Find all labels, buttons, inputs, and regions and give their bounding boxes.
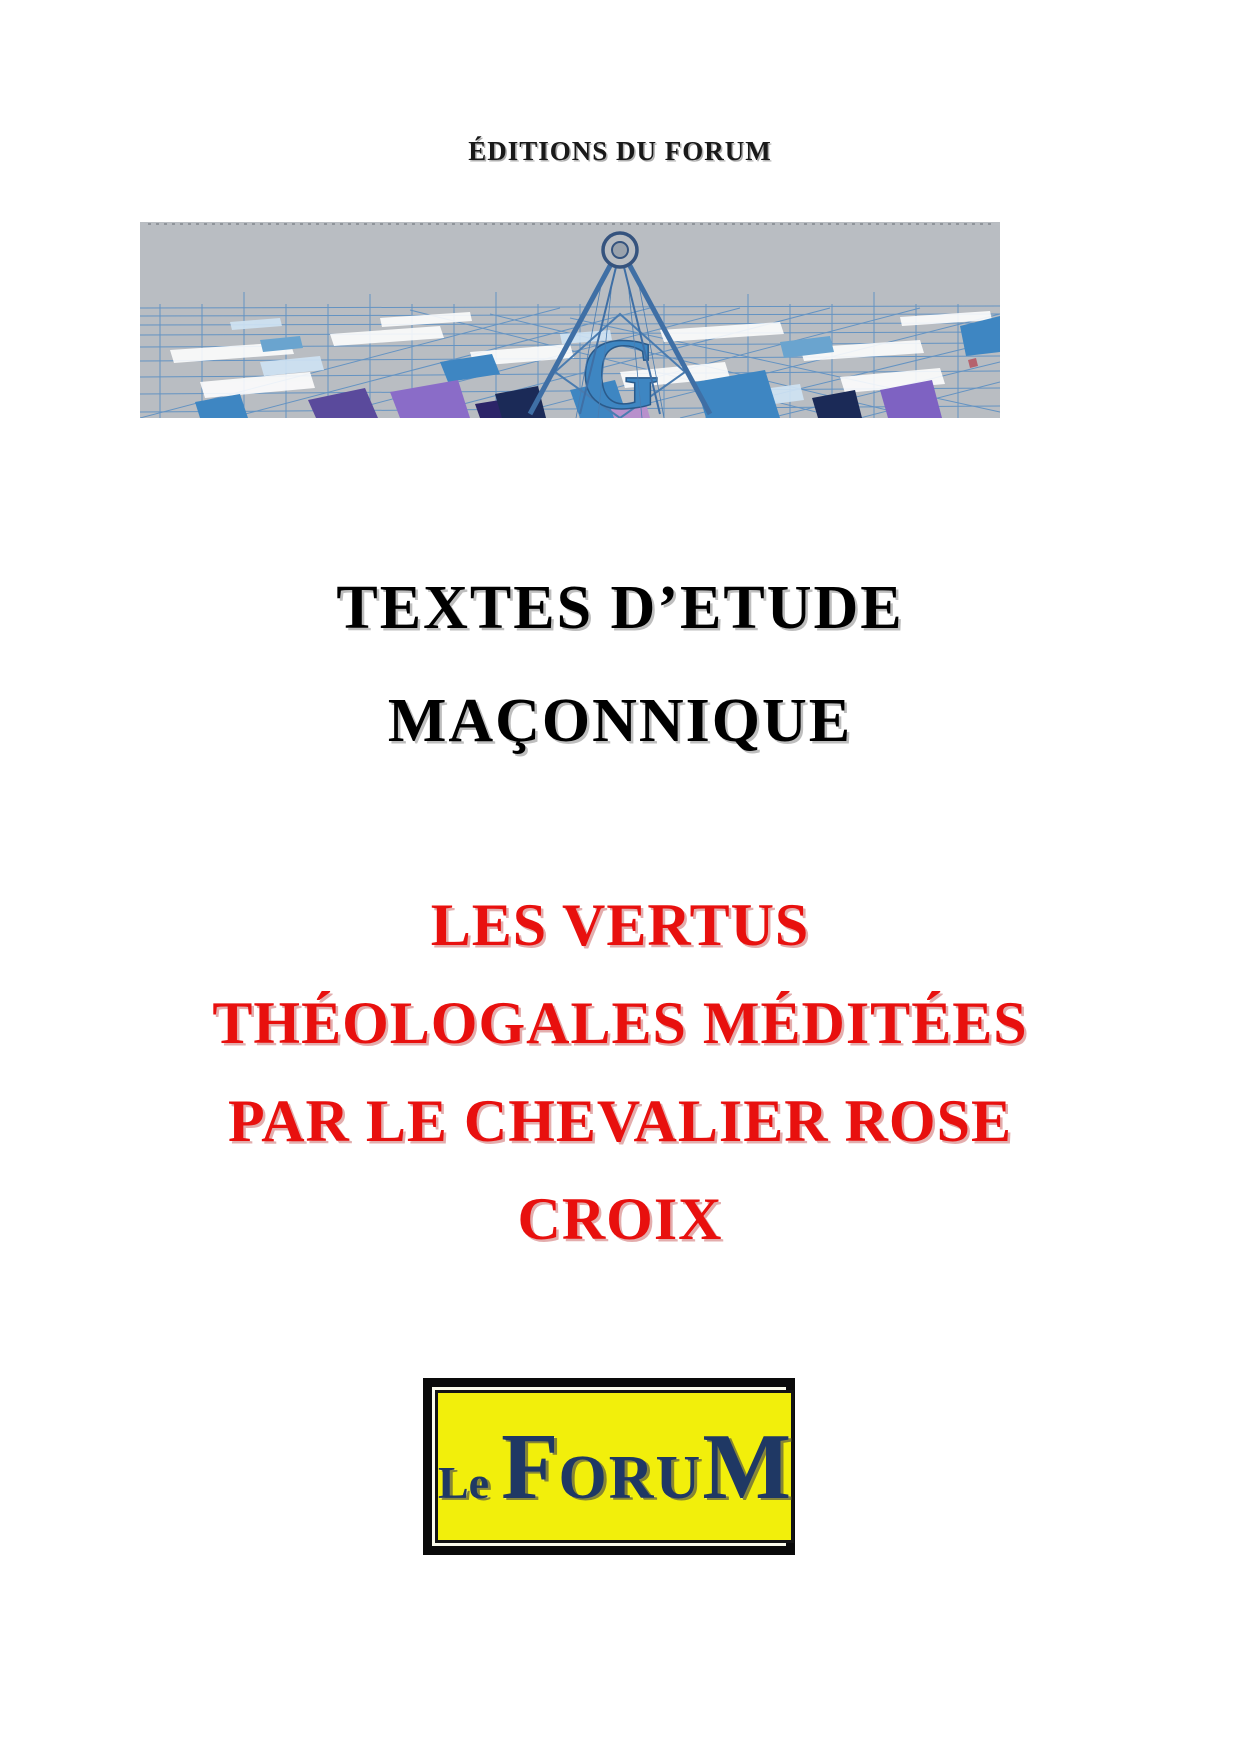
le-forum-logo-text <box>438 1413 791 1521</box>
le-forum-logo <box>423 1378 795 1555</box>
subtitle-line: LES VERTUS <box>430 892 810 958</box>
subtitle-line: PAR LE CHEVALIER ROSE <box>228 1088 1012 1154</box>
logo-letters-oru: ORU <box>558 1443 703 1512</box>
main-title-line1: TEXTES D’ETUDE <box>336 574 904 642</box>
logo-letter-f: F <box>501 1414 559 1519</box>
main-title-line2: MAÇONNIQUE <box>387 687 853 755</box>
subtitle-line: THÉOLOGALES MÉDITÉES <box>212 990 1028 1056</box>
banner-letter-g: G <box>580 318 660 418</box>
masonic-banner-image <box>140 222 1000 418</box>
banner-artwork <box>140 222 1000 418</box>
logo-word-le: Le <box>438 1456 490 1508</box>
publisher-name: ÉDITIONS DU FORUM <box>468 136 772 166</box>
le-forum-logo-inner <box>435 1390 794 1543</box>
main-title <box>0 552 1240 778</box>
subtitle <box>0 876 1240 1268</box>
subtitle-line: CROIX <box>517 1186 723 1252</box>
logo-letter-m: M <box>702 1414 792 1519</box>
